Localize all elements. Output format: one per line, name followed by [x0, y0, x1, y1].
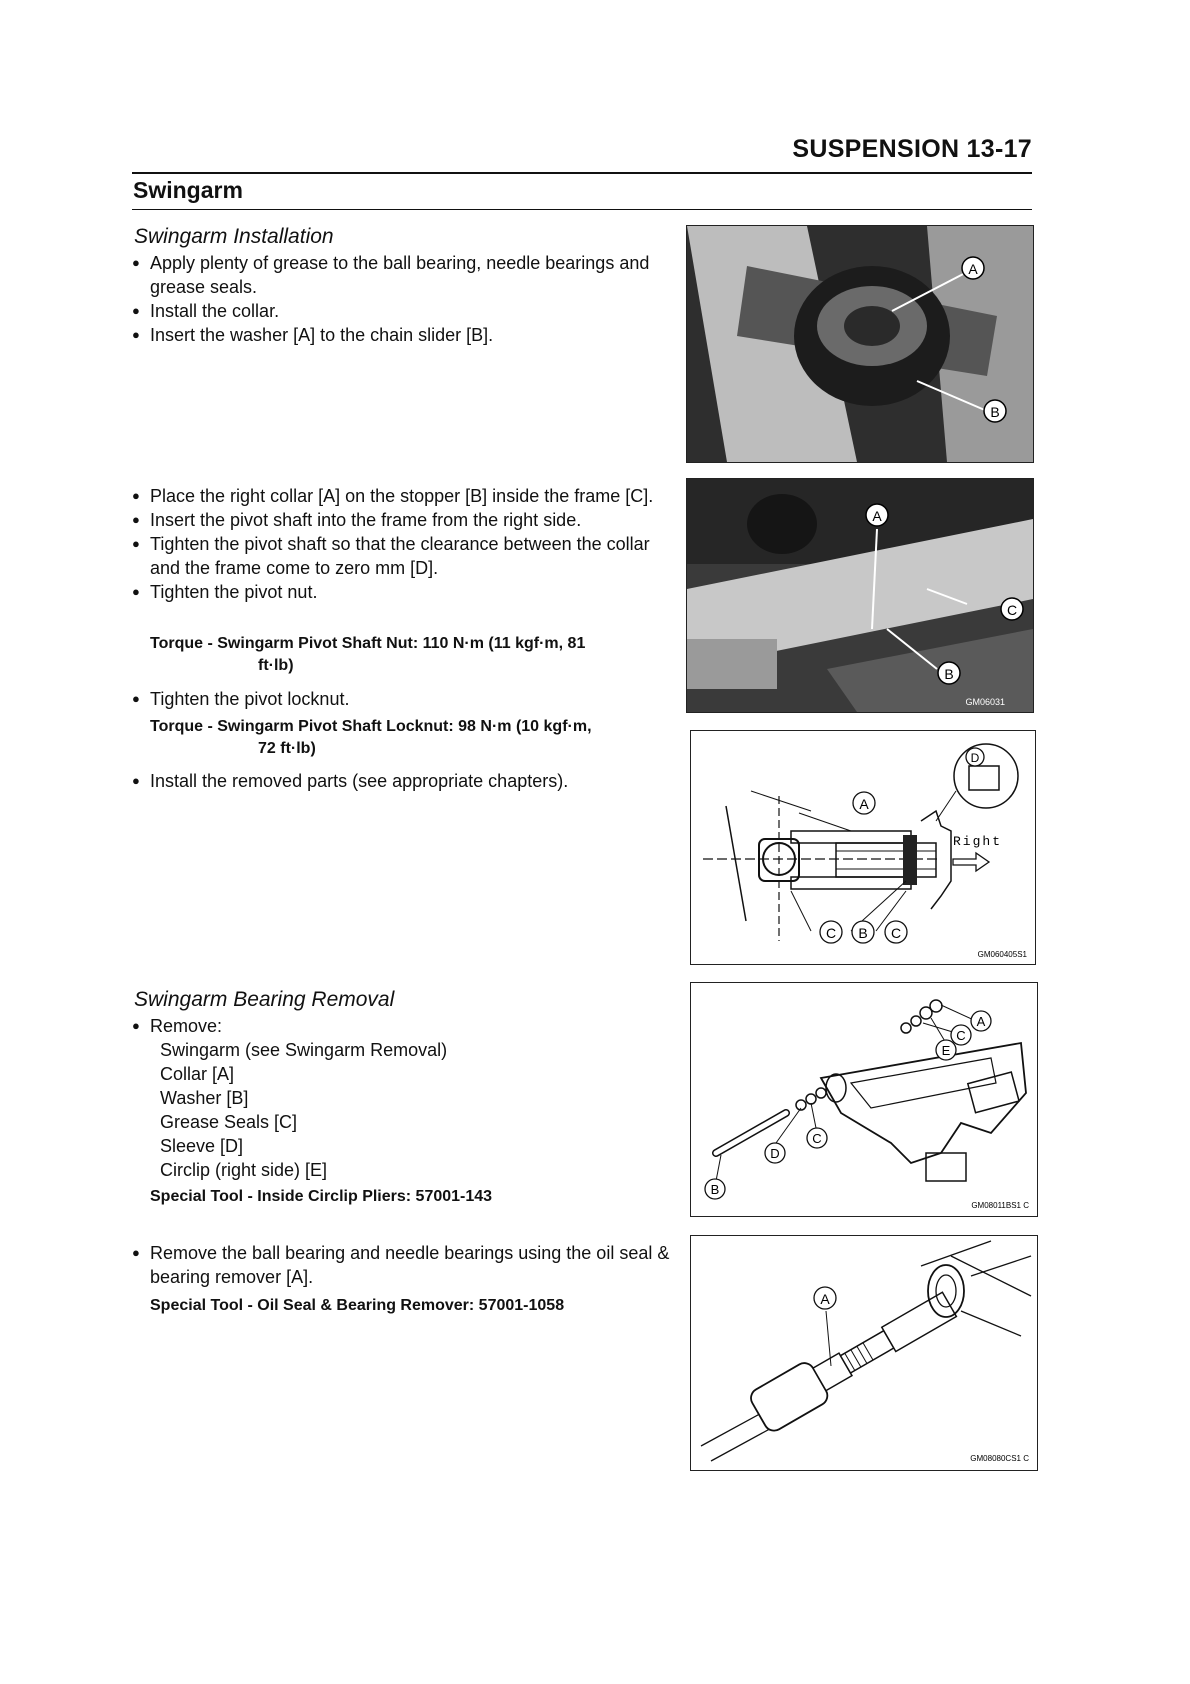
installation-heading: Swingarm Installation	[134, 225, 334, 248]
bearing-step	[132, 1241, 672, 1289]
callout-d: D	[970, 751, 980, 765]
step-tighten-nut: ● Tighten the pivot nut.	[132, 580, 672, 604]
figure-code: GM060405S1	[977, 950, 1027, 959]
callout-a: A	[976, 1014, 986, 1029]
callout-b: B	[710, 1182, 720, 1197]
torque-spec-nut-line2: ft·lb)	[258, 657, 294, 674]
callout-c-top: C	[956, 1028, 966, 1043]
figure-code: GM06031	[965, 697, 1005, 707]
step-tighten-shaft: ● Tighten the pivot shaft so that the clearance between the collar and the frame come to zero mm [D].	[132, 532, 672, 580]
header-rule	[132, 172, 1032, 174]
figure-bearing-remover	[690, 1235, 1038, 1471]
callout-a: A	[968, 261, 978, 277]
part-grease-seals: Grease Seals [C]	[160, 1112, 298, 1132]
figure-code: GM08080CS1 C	[970, 1454, 1029, 1463]
callout-d: D	[770, 1146, 780, 1161]
installation-steps-b	[132, 484, 672, 604]
figure-pivot-svg	[691, 731, 1035, 964]
step-insert-washer: ● Insert the washer [A] to the chain slider [B].	[132, 323, 672, 347]
figure-washer-svg	[687, 226, 1033, 462]
torque-spec-locknut	[150, 716, 670, 760]
torque-spec-nut	[150, 633, 670, 677]
callout-b: B	[858, 925, 868, 941]
part-collar: Collar [A]	[160, 1064, 235, 1084]
step-insert-pivot: ● Insert the pivot shaft into the frame from the right side.	[132, 508, 672, 532]
installation-steps-a	[132, 251, 672, 347]
bearing-removal-step	[132, 1014, 672, 1038]
figure-collar-photo	[686, 478, 1034, 713]
callout-c-left: C	[825, 925, 837, 941]
callout-a: A	[872, 508, 882, 524]
figure-collar-svg	[687, 479, 1033, 712]
right-label: Right	[953, 834, 1003, 849]
callout-a: A	[820, 1291, 830, 1307]
step-grease: ● Apply plenty of grease to the ball bearing, needle bearings and grease seals.	[132, 251, 672, 299]
step-remove: ● Remove:	[132, 1014, 672, 1038]
step-tighten-locknut: ● Tighten the pivot locknut.	[132, 687, 672, 711]
section-title: Swingarm	[133, 177, 243, 203]
special-tool-circlip: Special Tool - Inside Circlip Pliers: 57001-143	[150, 1188, 493, 1205]
part-sleeve: Sleeve [D]	[160, 1136, 244, 1156]
figure-swingarm-exploded	[690, 982, 1038, 1217]
right-arrow-icon	[953, 853, 989, 871]
callout-c-bottom: C	[812, 1131, 822, 1146]
figure-code: GM08011BS1 C	[971, 1201, 1029, 1210]
section-rule	[132, 209, 1032, 210]
installation-step-locknut	[132, 687, 672, 711]
callout-c: C	[1006, 602, 1018, 618]
bearing-removal-heading: Swingarm Bearing Removal	[134, 988, 395, 1011]
step-install-parts: ● Install the removed parts (see appropriate chapters).	[132, 769, 672, 793]
part-circlip: Circlip (right side) [E]	[160, 1160, 328, 1180]
callout-c-right: C	[890, 925, 902, 941]
page-header: SUSPENSION 13-17	[792, 135, 1032, 163]
step-install-collar: ● Install the collar.	[132, 299, 672, 323]
figure-swingarm-svg	[691, 983, 1037, 1216]
callout-e: E	[941, 1043, 951, 1058]
step-place-collar: ● Place the right collar [A] on the stopper [B] inside the frame [C].	[132, 484, 672, 508]
part-washer: Washer [B]	[160, 1088, 249, 1108]
torque-spec-nut-line1: Torque - Swingarm Pivot Shaft Nut: 110 N·m (11 kgf·m, 81	[150, 635, 586, 652]
step-remove-bearing: ● Remove the ball bearing and needle bearings using the oil seal & bearing remover [A].	[132, 1241, 672, 1289]
part-swingarm: Swingarm (see Swingarm Removal)	[160, 1040, 448, 1060]
special-tool-remover: Special Tool - Oil Seal & Bearing Remover: 57001-1058	[150, 1297, 565, 1314]
figure-washer-photo	[686, 225, 1034, 463]
callout-b: B	[944, 666, 954, 682]
callout-a: A	[859, 796, 869, 812]
installation-step-final	[132, 769, 672, 793]
figure-pivot-diagram	[690, 730, 1036, 965]
figure-remover-svg	[691, 1236, 1037, 1470]
callout-b: B	[990, 404, 1000, 420]
torque-spec-locknut-line1: Torque - Swingarm Pivot Shaft Locknut: 98 N·m (10 kgf·m,	[150, 718, 592, 735]
torque-spec-locknut-line2: 72 ft·lb)	[258, 740, 316, 757]
removal-parts-list	[160, 1038, 447, 1182]
